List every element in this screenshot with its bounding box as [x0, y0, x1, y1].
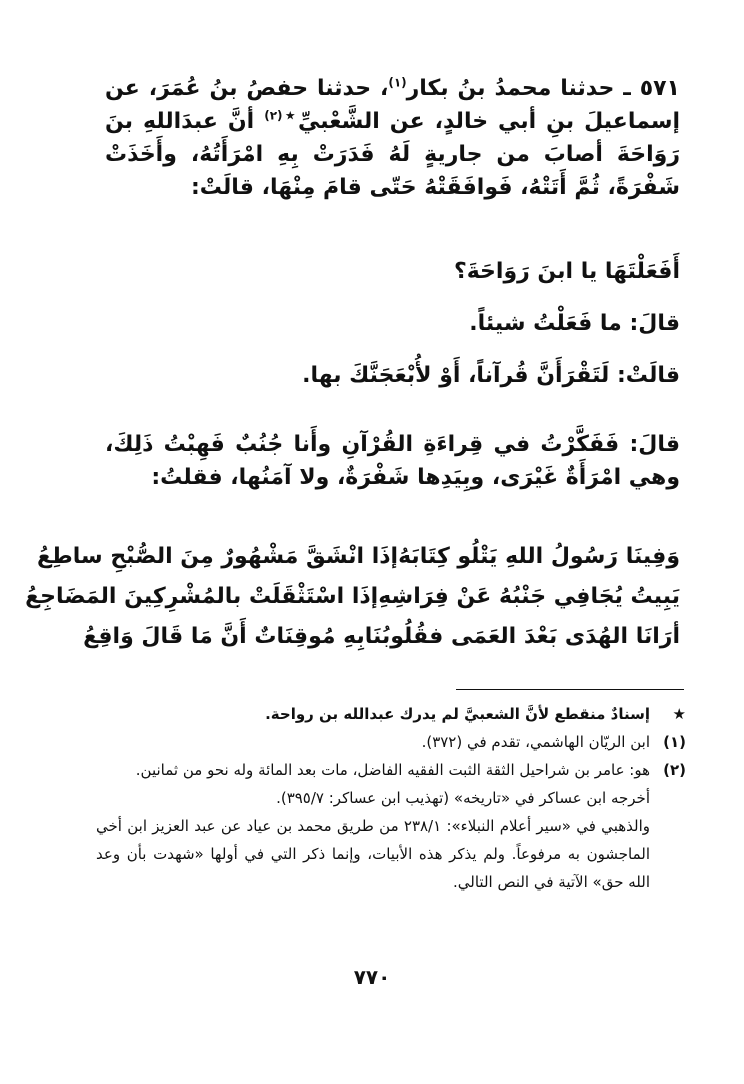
- hadith-chain-start: حدثنا محمدُ بنُ بكار: [406, 76, 615, 101]
- poem-verses: [25, 537, 680, 657]
- hadith-chain-continued: ، حدثنا حفصُ بنُ عُمَرَ، عن إسماعيلَ بنِ أبي خالدٍ، عن الشَّعْبيِّ: [105, 76, 680, 134]
- dialogue-line-3: قالَتْ: لَتَقْرَأَنَّ قُرآناً، أَوْ لأُبْعَجَنَّكَ بها.: [302, 363, 680, 388]
- footnote-2-source-1: أخرجه ابن عساكر في «تاريخه» (تهذيب ابن عساكر: ٣٩٥/٧).: [276, 789, 650, 807]
- hadith-story: أنَّ عبدَاللهِ بنَ رَوَاحَةَ أصابَ من جاريةٍ لَهُ فَدَرَتْ بِهِ امْرَأَتُهُ، وأَخَذَتْ شَفْرَةً، ثُمَّ أَتَتْهُ، فَوافَقَتْهُ حَتّى قامَ مِنْهَا، قالَتْ:: [105, 109, 680, 200]
- dialogue-line-2: قالَ: ما فَعَلْتُ شيئاً.: [469, 311, 680, 336]
- footnote-ref-2: ★(٢): [264, 108, 298, 123]
- verse-line: [83, 617, 680, 657]
- footnotes-section: [96, 700, 686, 896]
- verse-line: [25, 577, 680, 617]
- footnote-1-mark: (١): [663, 733, 686, 751]
- footnote-star-text: إسنادٌ منقطع لأنَّ الشعبيَّ لم يدرك عبدالله بن رواحة.: [265, 705, 650, 723]
- footnote-separator: [456, 689, 684, 690]
- verse-first-hemistich: وَفِينَا رَسُولُ اللهِ يَتْلُو كِتَابَهُ: [398, 544, 680, 569]
- footnote-1: [96, 728, 686, 756]
- hadith-paragraph: [105, 72, 680, 204]
- narrative-paragraph: قالَ: فَفَكَّرْتُ في قِراءَةِ القُرْآنِ وأَنا جُنُبٌ فَهِبْتُ ذَلِكَ، وهي امْرَأَةٌ غَيْرَى، وبِيَدِها شَفْرَةٌ، ولا آمَنُها، فقلتُ:: [105, 432, 680, 490]
- verse-second-hemistich: إذَا انْشَقَّ مَشْهُورٌ مِنَ الصُّبْحِ ساطِعُ: [37, 544, 399, 569]
- footnote-2-source-2: والذهبي في «سير أعلام النبلاء»: ٢٣٨/١ من طريق محمد بن عياد عن عبد العزيز ابن أخي الماجشون به مرفوعاً. ولم يذكر هذه الأبيات، وإنما ذكر التي في أولها «شهدت بأن وعد الله حق» الآتية في النص التالي.: [96, 817, 650, 891]
- footnote-2: [96, 756, 686, 784]
- footnote-1-text: ابن الريّان الهاشمي، تقدم في (٣٧٢).: [421, 733, 650, 751]
- verse-second-hemistich: بِهِ مُوقِنَاتٌ أَنَّ مَا قَالَ وَاقِعُ: [83, 624, 365, 649]
- footnote-2-mark: (٢): [663, 761, 686, 779]
- verse-first-hemistich: أرَانَا الهُدَى بَعْدَ العَمَى فقُلُوبُنَا: [364, 624, 680, 649]
- verse-line: [37, 537, 680, 577]
- dialogue-line-1: أَفَعَلْتَهَا يا ابنَ رَوَاحَةَ؟: [453, 259, 680, 284]
- hadith-number: ٥٧١ ـ: [623, 76, 680, 101]
- footnote-star: [96, 700, 686, 728]
- footnote-star-mark: ★: [672, 705, 686, 723]
- page-number: ٧٧٠: [353, 965, 391, 989]
- footnote-2-text: هو: عامر بن شراحيل الثقة الثبت الفقيه الفاضل، مات بعد المائة وله نحو من ثمانين.: [135, 761, 650, 779]
- footnote-ref-1: (١): [388, 75, 407, 90]
- verse-second-hemistich: إذَا اسْتَثْقَلَتْ بالمُشْرِكِينَ المَضَاجِعُ: [25, 584, 379, 609]
- verse-first-hemistich: يَبِيتُ يُجَافِي جَنْبُهُ عَنْ فِرَاشِهِ: [378, 584, 680, 609]
